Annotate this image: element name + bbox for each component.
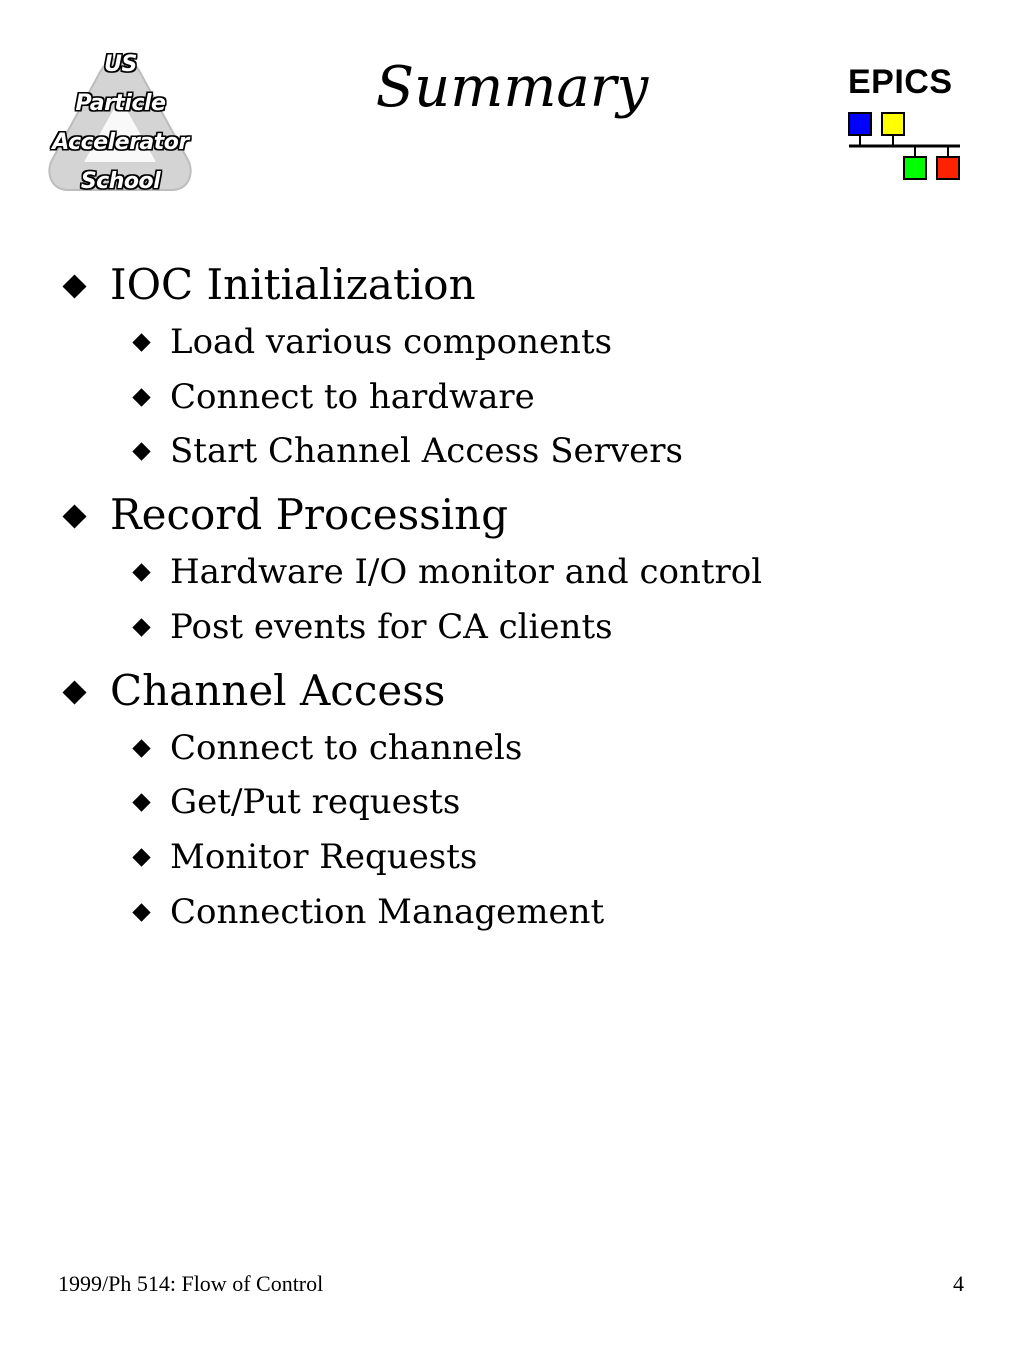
- sub-bullet-text: Post events for CA clients: [170, 606, 613, 647]
- footer-course-label: 1999/Ph 514: Flow of Control: [58, 1271, 324, 1296]
- diamond-bullet-icon: [62, 680, 86, 704]
- diamond-bullet-icon: [62, 274, 86, 298]
- uspas-line-4: School: [80, 169, 161, 194]
- bullet-text: Record Processing: [110, 490, 509, 540]
- bullet-record-processing: [60, 485, 980, 545]
- bullet-ioc-initialization: [60, 255, 980, 315]
- sub-bullet: [60, 885, 980, 940]
- diamond-bullet-icon: [132, 903, 150, 921]
- diamond-bullet-icon: [132, 443, 150, 461]
- diamond-bullet-icon: [132, 563, 150, 581]
- page-number: 4: [953, 1271, 964, 1296]
- diamond-bullet-icon: [132, 739, 150, 757]
- diamond-bullet-icon: [132, 333, 150, 351]
- bullet-text: IOC Initialization: [110, 260, 476, 309]
- sub-bullet: [60, 721, 980, 776]
- epics-wordmark: EPICS: [848, 63, 953, 101]
- sub-bullet: [60, 830, 980, 885]
- sub-bullet-text: Get/Put requests: [170, 782, 461, 823]
- sub-bullet-text: Monitor Requests: [170, 836, 478, 877]
- diamond-bullet-icon: [132, 618, 150, 636]
- sub-bullet-text: Connect to hardware: [170, 376, 535, 417]
- sub-bullet: [60, 775, 980, 830]
- sub-bullet-text: Start Channel Access Servers: [170, 431, 683, 472]
- uspas-line-3: Accelerator: [52, 130, 189, 155]
- bullet-text: Channel Access: [110, 665, 446, 715]
- sub-bullet-text: Connect to channels: [170, 727, 523, 768]
- sub-bullet-text: Connection Management: [170, 891, 605, 932]
- diamond-bullet-icon: [132, 848, 150, 866]
- sub-bullet-text: Load various components: [170, 322, 613, 362]
- diamond-bullet-icon: [132, 388, 150, 406]
- bullet-list: [60, 255, 980, 939]
- epics-logo: [845, 62, 967, 184]
- sub-bullet: [60, 424, 980, 479]
- sub-bullet: [60, 545, 980, 600]
- sub-bullet-text: Hardware I/O monitor and control: [170, 552, 763, 593]
- diamond-bullet-icon: [62, 505, 86, 529]
- page-title: Summary: [375, 55, 649, 120]
- bullet-channel-access: [60, 661, 980, 721]
- uspas-line-2: Particle: [75, 91, 166, 116]
- sub-bullet: [60, 370, 980, 425]
- epics-network-icon: [845, 62, 967, 184]
- diamond-bullet-icon: [132, 794, 150, 812]
- sub-bullet: [60, 600, 980, 655]
- sub-bullet: [60, 315, 980, 370]
- uspas-line-1: US: [104, 52, 137, 77]
